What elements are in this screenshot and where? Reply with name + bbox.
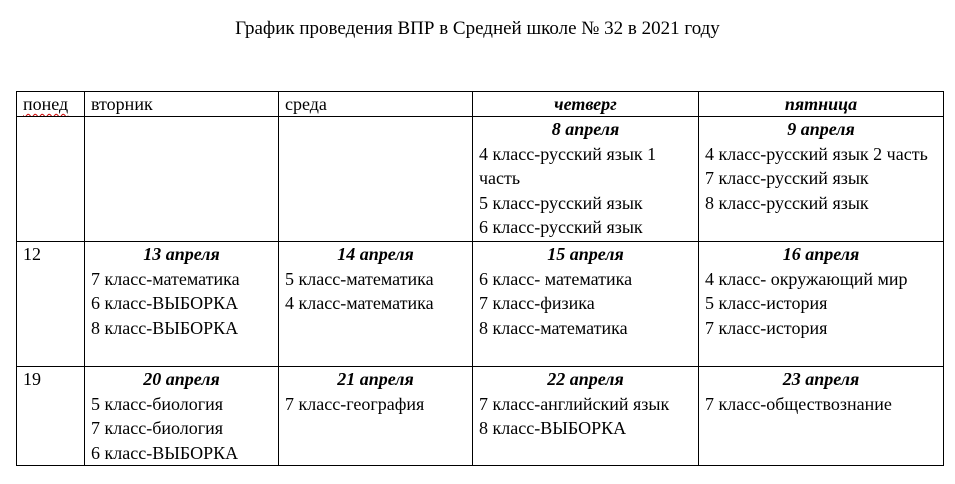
date-label: 16 апреля (782, 244, 860, 264)
monday-date: 19 (23, 369, 41, 389)
table-row (17, 367, 944, 466)
table-row (17, 117, 944, 242)
exam-entry: 7 класс-физика (479, 293, 595, 313)
exam-entry: 7 класс-математика (91, 268, 240, 289)
wednesday-cell (279, 367, 473, 466)
exam-entry: 8 класс-математика (479, 317, 628, 338)
document-title: График проведения ВПР в Средней школе № 32 в 2021 году (235, 18, 720, 39)
exam-entry: 6 класс- математика (479, 268, 633, 289)
date-label: 20 апреля (143, 369, 220, 389)
exam-entry: 5 класс-история (705, 293, 828, 313)
tuesday-cell (85, 367, 279, 466)
date-label: 13 апреля (143, 244, 220, 264)
friday-cell (699, 242, 944, 367)
thursday-cell (473, 242, 699, 367)
monday-cell (17, 242, 85, 367)
header-row (17, 92, 944, 117)
header-monday-label: понед (23, 94, 69, 114)
exam-entry: 6 класс-русский язык (479, 217, 643, 237)
monday-date: 12 (23, 244, 41, 264)
exam-entry: 5 класс-биология (91, 393, 224, 414)
exam-entry: 6 класс-ВЫБОРКА (91, 293, 239, 313)
table-row (17, 242, 944, 367)
exam-entry: 7 класс-английский язык (479, 393, 670, 414)
header-friday: пятница (699, 92, 944, 117)
exam-entry: 7 класс-обществознание (705, 393, 892, 414)
wednesday-cell (279, 117, 473, 242)
exam-entry: 4 класс-русский язык 1 часть (479, 143, 657, 188)
wednesday-cell (279, 242, 473, 367)
header-monday (17, 92, 85, 117)
date-label: 22 апреля (547, 369, 624, 389)
exam-entry: 6 класс-ВЫБОРКА (91, 442, 239, 463)
exam-entry: 4 класс- окружающий мир (705, 268, 908, 289)
date-label: 9 апреля (787, 119, 855, 139)
exam-entry: 8 класс-русский язык (705, 192, 869, 213)
date-label: 8 апреля (551, 119, 620, 139)
schedule-table (16, 91, 944, 466)
exam-entry: 4 класс-математика (285, 293, 434, 313)
exam-entry: 7 класс-география (285, 393, 425, 414)
monday-cell (17, 367, 85, 466)
date-label: 23 апреля (782, 369, 860, 389)
tuesday-cell (85, 117, 279, 242)
friday-cell (699, 367, 944, 466)
monday-cell (17, 117, 85, 242)
thursday-cell (473, 117, 699, 242)
date-label: 14 апреля (337, 244, 414, 264)
header-tuesday: вторник (85, 92, 279, 117)
exam-entry: 7 класс-биология (91, 418, 224, 438)
friday-cell (699, 117, 944, 242)
header-wednesday: среда (279, 92, 473, 117)
date-label: 21 апреля (337, 369, 414, 389)
tuesday-cell (85, 242, 279, 367)
exam-entry: 8 класс-ВЫБОРКА (91, 317, 239, 338)
exam-entry: 5 класс-математика (285, 268, 434, 289)
exam-entry: 7 класс-история (705, 317, 828, 338)
exam-entry: 5 класс-русский язык (479, 192, 643, 213)
date-label: 15 апреля (547, 244, 624, 264)
exam-entry: 7 класс-русский язык (705, 168, 869, 188)
exam-entry: 8 класс-ВЫБОРКА (479, 418, 627, 438)
thursday-cell (473, 367, 699, 466)
header-thursday: четверг (473, 92, 699, 117)
exam-entry: 4 класс-русский язык 2 часть (705, 143, 928, 164)
